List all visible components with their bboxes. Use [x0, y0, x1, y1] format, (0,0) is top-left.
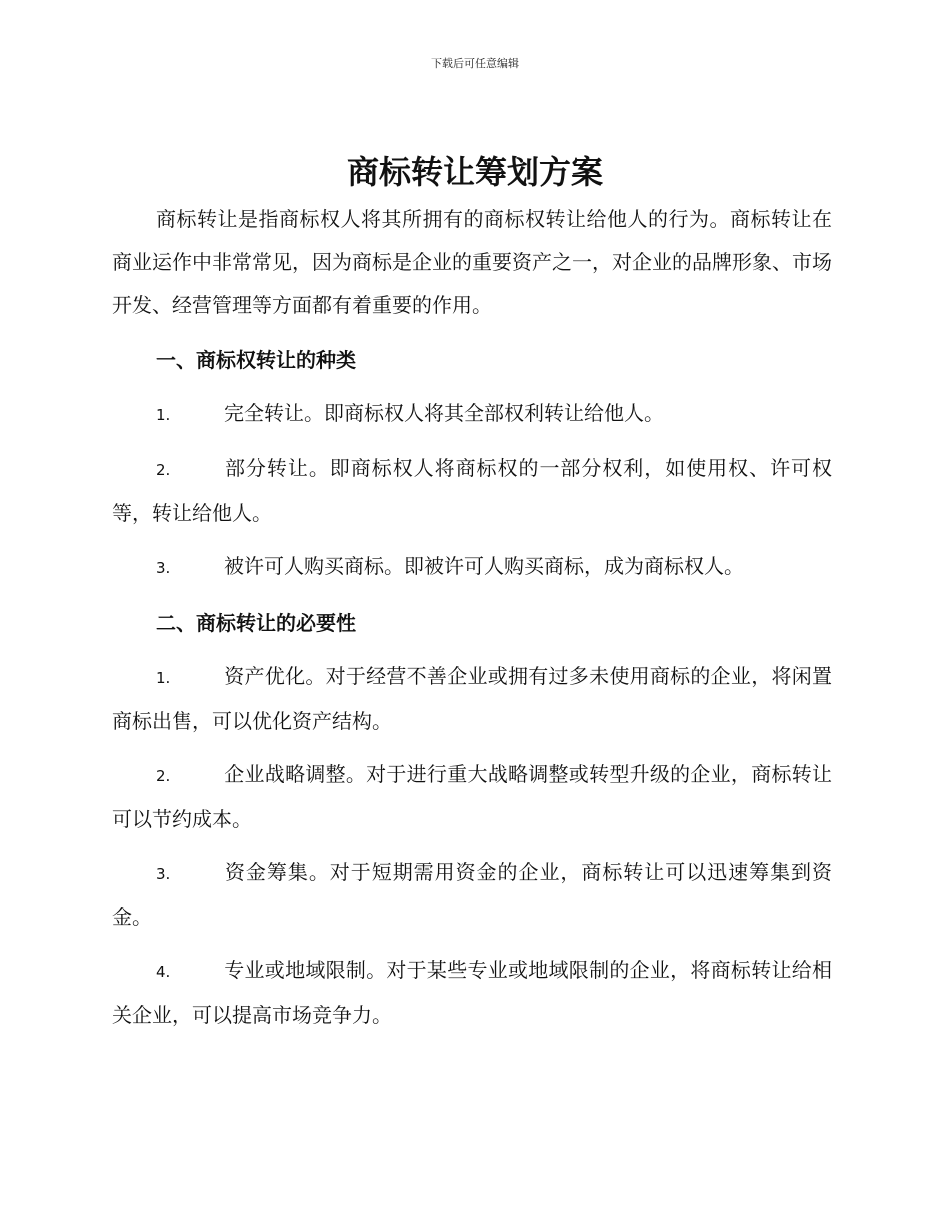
list-item — [112, 545, 832, 590]
document-body — [112, 198, 832, 1047]
section-heading: 二、商标转让的必要性 — [156, 611, 356, 635]
list-item — [112, 753, 832, 841]
list-item — [112, 392, 832, 437]
list-item — [112, 949, 832, 1037]
list-number: 2. — [156, 461, 171, 479]
list-text: 部分转让。即商标权人将商标权的一部分权利，如使用权、许可权等，转让给他人。 — [112, 456, 832, 525]
document-title: 商标转让筹划方案 — [346, 153, 603, 191]
list-number: 1. — [156, 669, 171, 687]
list-item — [112, 655, 832, 743]
intro-paragraph: 商标转让是指商标权人将其所拥有的商标权转让给他人的行为。商标转让在商业运作中非常常见，因为商标是企业的重要资产之一，对企业的品牌形象、市场开发、经营管理等方面都有着重要的作用。 — [112, 207, 832, 317]
list-item — [112, 851, 832, 939]
list-text: 资产优化。对于经营不善企业或拥有过多未使用商标的企业，将闲置商标出售，可以优化资产结构。 — [112, 664, 832, 733]
list-text: 专业或地域限制。对于某些专业或地域限制的企业，将商标转让给相关企业，可以提高市场竞争力。 — [112, 958, 832, 1027]
list-text: 企业战略调整。对于进行重大战略调整或转型升级的企业，商标转让可以节约成本。 — [112, 762, 832, 831]
section-1 — [112, 339, 832, 590]
list-number: 2. — [156, 767, 171, 785]
list-number: 3. — [156, 559, 171, 577]
section-heading: 一、商标权转让的种类 — [156, 348, 356, 372]
list-number: 4. — [156, 963, 171, 981]
list-text: 资金筹集。对于短期需用资金的企业，商标转让可以迅速筹集到资金。 — [112, 860, 832, 929]
section-2 — [112, 602, 832, 1037]
list-text: 被许可人购买商标。即被许可人购买商标，成为商标权人。 — [224, 554, 744, 578]
list-number: 1. — [156, 406, 171, 424]
list-number: 3. — [156, 865, 171, 883]
page-header-note: 下载后可任意编辑 — [431, 57, 519, 70]
list-text: 完全转让。即商标权人将其全部权利转让给他人。 — [224, 401, 664, 425]
list-item — [112, 447, 832, 535]
